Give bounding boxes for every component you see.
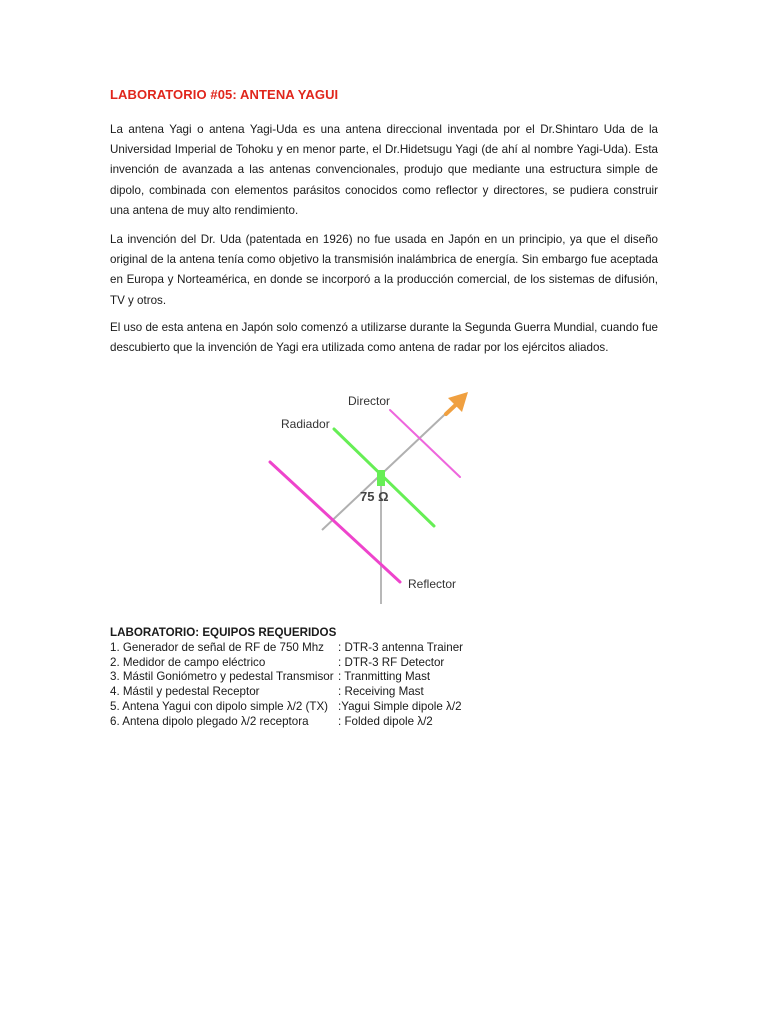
list-item xyxy=(110,685,424,700)
reflector-label: Reflector xyxy=(408,577,457,591)
equipment-model: : DTR-3 antenna Trainer xyxy=(338,640,464,654)
equipment-model: : Folded dipole λ/2 xyxy=(338,714,433,728)
equipment-name: 1. Generador de señal de RF de 750 Mhz xyxy=(110,640,324,654)
equipment-model: : Tranmitting Mast xyxy=(338,670,431,684)
list-item xyxy=(110,655,445,671)
equipment-model: : DTR-3 RF Detector xyxy=(338,655,445,669)
feed-point xyxy=(377,470,385,486)
equipment-name: 5. Antena Yagui con dipolo simple λ/2 (TX) xyxy=(110,699,329,713)
list-item xyxy=(110,699,462,715)
document-title: LABORATORIO #05: ANTENA YAGUI xyxy=(110,87,339,102)
equipment-name: 4. Mástil y pedestal Receptor xyxy=(110,685,260,699)
director-label: Director xyxy=(348,394,391,408)
impedance-label: 75 Ω xyxy=(360,489,389,504)
list-item xyxy=(110,670,431,685)
equipment-list xyxy=(110,626,464,730)
equipment-name: 3. Mástil Goniómetro y pedestal Transmisor xyxy=(110,670,334,684)
list-item xyxy=(110,714,433,730)
paragraph-2: La invención del Dr. Uda (patentada en 1926) no fue usada en Japón en un principio, ya que el diseño original de la antena tenía como objetivo la transmisión inalámbrica de energía. Sin embargo fue aceptada en Europa y Norteamérica, en donde se incorporó a la producción comercial, de los sistemas de difusión, TV y otros. xyxy=(110,233,658,307)
equipment-model: : Receiving Mast xyxy=(338,685,424,699)
radiator-label: Radiador xyxy=(281,417,330,431)
paragraph-1: La antena Yagi o antena Yagi-Uda es una antena direccional inventada por el Dr.Shintaro Uda de la Universidad Imperial de Tohoku y en menor parte, el Dr.Hidetsugu Yagi (de ahí al nombre Yagi-Uda). Esta invención de avanzada a las antenas convencionales, produjo que mediante una estructura simple de dipolo, combinada con elementos parásitos conocidos como reflector y directores, se pudiera construir una antena de muy alto rendimiento. xyxy=(110,123,658,217)
yagi-antenna-diagram xyxy=(262,382,482,604)
equipment-title: LABORATORIO: EQUIPOS REQUERIDOS xyxy=(110,626,337,639)
equipment-name: 6. Antena dipolo plegado λ/2 receptora xyxy=(110,714,309,728)
director-element xyxy=(390,410,460,477)
list-item xyxy=(110,640,464,656)
paragraph-3: El uso de esta antena en Japón solo comenzó a utilizarse durante la Segunda Guerra Mundial, cuando fue descubierto que la invención de Yagi era utilizada como antena de radar por los ejércitos aliados. xyxy=(110,321,658,355)
boom-line xyxy=(322,402,458,530)
equipment-model: :Yagui Simple dipole λ/2 xyxy=(338,699,462,713)
equipment-name: 2. Medidor de campo eléctrico xyxy=(110,655,266,669)
